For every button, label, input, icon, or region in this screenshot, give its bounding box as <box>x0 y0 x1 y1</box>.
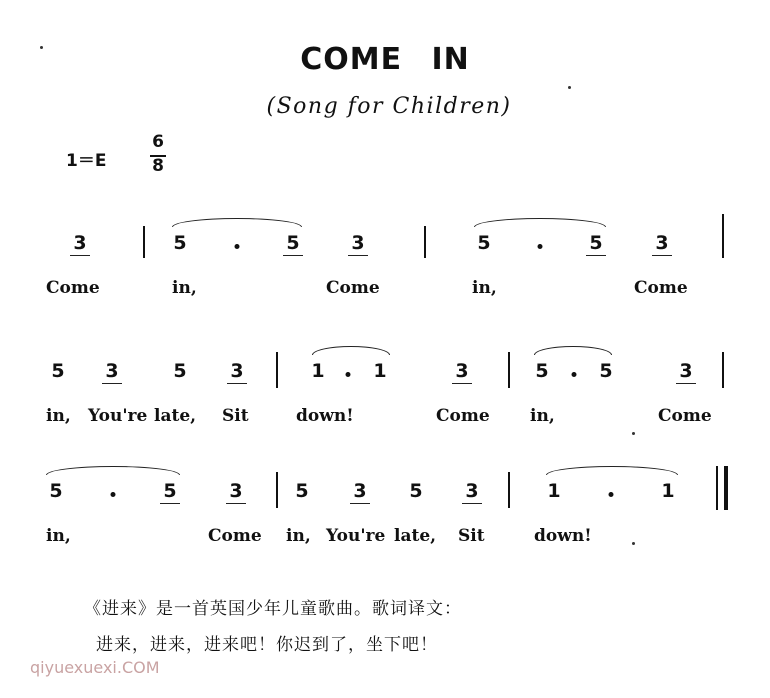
site-watermark: qiyuexuexi.COM <box>30 658 160 677</box>
note: 5 <box>586 232 606 256</box>
time-signature-bottom: 8 <box>152 156 164 176</box>
slur <box>474 218 606 227</box>
note: 1 <box>547 480 561 502</box>
scan-speck <box>568 86 571 89</box>
slur <box>172 218 302 227</box>
note: 1 <box>661 480 675 502</box>
note: 5 <box>409 480 423 502</box>
slur <box>534 346 612 355</box>
augmentation-dot <box>609 492 614 497</box>
note: 1 <box>311 360 325 382</box>
lyric: Come <box>208 526 262 546</box>
scan-speck <box>632 432 635 435</box>
lyric: late, <box>394 526 437 546</box>
note: 5 <box>535 360 549 382</box>
lyric: late, <box>154 406 197 426</box>
song-description: 《进来》是一首英国少年儿童歌曲。歌词译文： <box>84 599 462 619</box>
lyric: Come <box>658 406 712 426</box>
lyric: Come <box>46 278 100 298</box>
key-signature: 1＝E <box>66 151 107 171</box>
bar-line <box>722 214 724 258</box>
note: 5 <box>283 232 303 256</box>
slur <box>46 466 180 475</box>
bar-line <box>276 352 278 388</box>
lyric: You're <box>88 406 148 426</box>
lyric: Come <box>436 406 490 426</box>
lyric: in, <box>46 526 71 546</box>
note: 3 <box>226 480 246 504</box>
lyric: Come <box>326 278 380 298</box>
lyric: Sit <box>222 406 249 426</box>
note: 5 <box>173 360 187 382</box>
note: 3 <box>652 232 672 256</box>
slur <box>312 346 390 355</box>
note: 3 <box>462 480 482 504</box>
lyric: down! <box>534 526 592 546</box>
note: 5 <box>160 480 180 504</box>
note: 3 <box>676 360 696 384</box>
bar-line <box>424 226 426 258</box>
note: 5 <box>173 232 187 254</box>
lyric: down! <box>296 406 354 426</box>
lyric: in, <box>530 406 555 426</box>
note: 3 <box>70 232 90 256</box>
note: 5 <box>295 480 309 502</box>
lyric: in, <box>472 278 497 298</box>
lyric: in, <box>286 526 311 546</box>
bar-line <box>276 472 278 508</box>
scan-speck <box>632 542 635 545</box>
augmentation-dot <box>572 372 577 377</box>
slur <box>546 466 678 475</box>
final-bar-line-thick <box>724 466 728 510</box>
lyrics-translation: 进来，进来，进来吧！你迟到了，坐下吧！ <box>96 635 438 655</box>
lyric: You're <box>326 526 386 546</box>
note: 1 <box>373 360 387 382</box>
bar-line <box>508 352 510 388</box>
note: 5 <box>599 360 613 382</box>
lyric: Come <box>634 278 688 298</box>
note: 3 <box>348 232 368 256</box>
note: 3 <box>452 360 472 384</box>
song-title: COME IN <box>300 42 470 77</box>
bar-line <box>722 352 724 388</box>
final-bar-line-thin <box>716 466 718 510</box>
augmentation-dot <box>111 492 116 497</box>
note: 5 <box>51 360 65 382</box>
lyric: Sit <box>458 526 485 546</box>
lyric: in, <box>172 278 197 298</box>
song-subtitle: (Song for Children) <box>266 94 512 119</box>
scan-speck <box>40 46 43 49</box>
note: 5 <box>477 232 491 254</box>
note: 3 <box>227 360 247 384</box>
note: 3 <box>350 480 370 504</box>
bar-line <box>143 226 145 258</box>
bar-line <box>508 472 510 508</box>
augmentation-dot <box>346 372 351 377</box>
note: 3 <box>102 360 122 384</box>
augmentation-dot <box>235 244 240 249</box>
lyric: in, <box>46 406 71 426</box>
time-signature-top: 6 <box>152 132 164 152</box>
augmentation-dot <box>538 244 543 249</box>
note: 5 <box>49 480 63 502</box>
